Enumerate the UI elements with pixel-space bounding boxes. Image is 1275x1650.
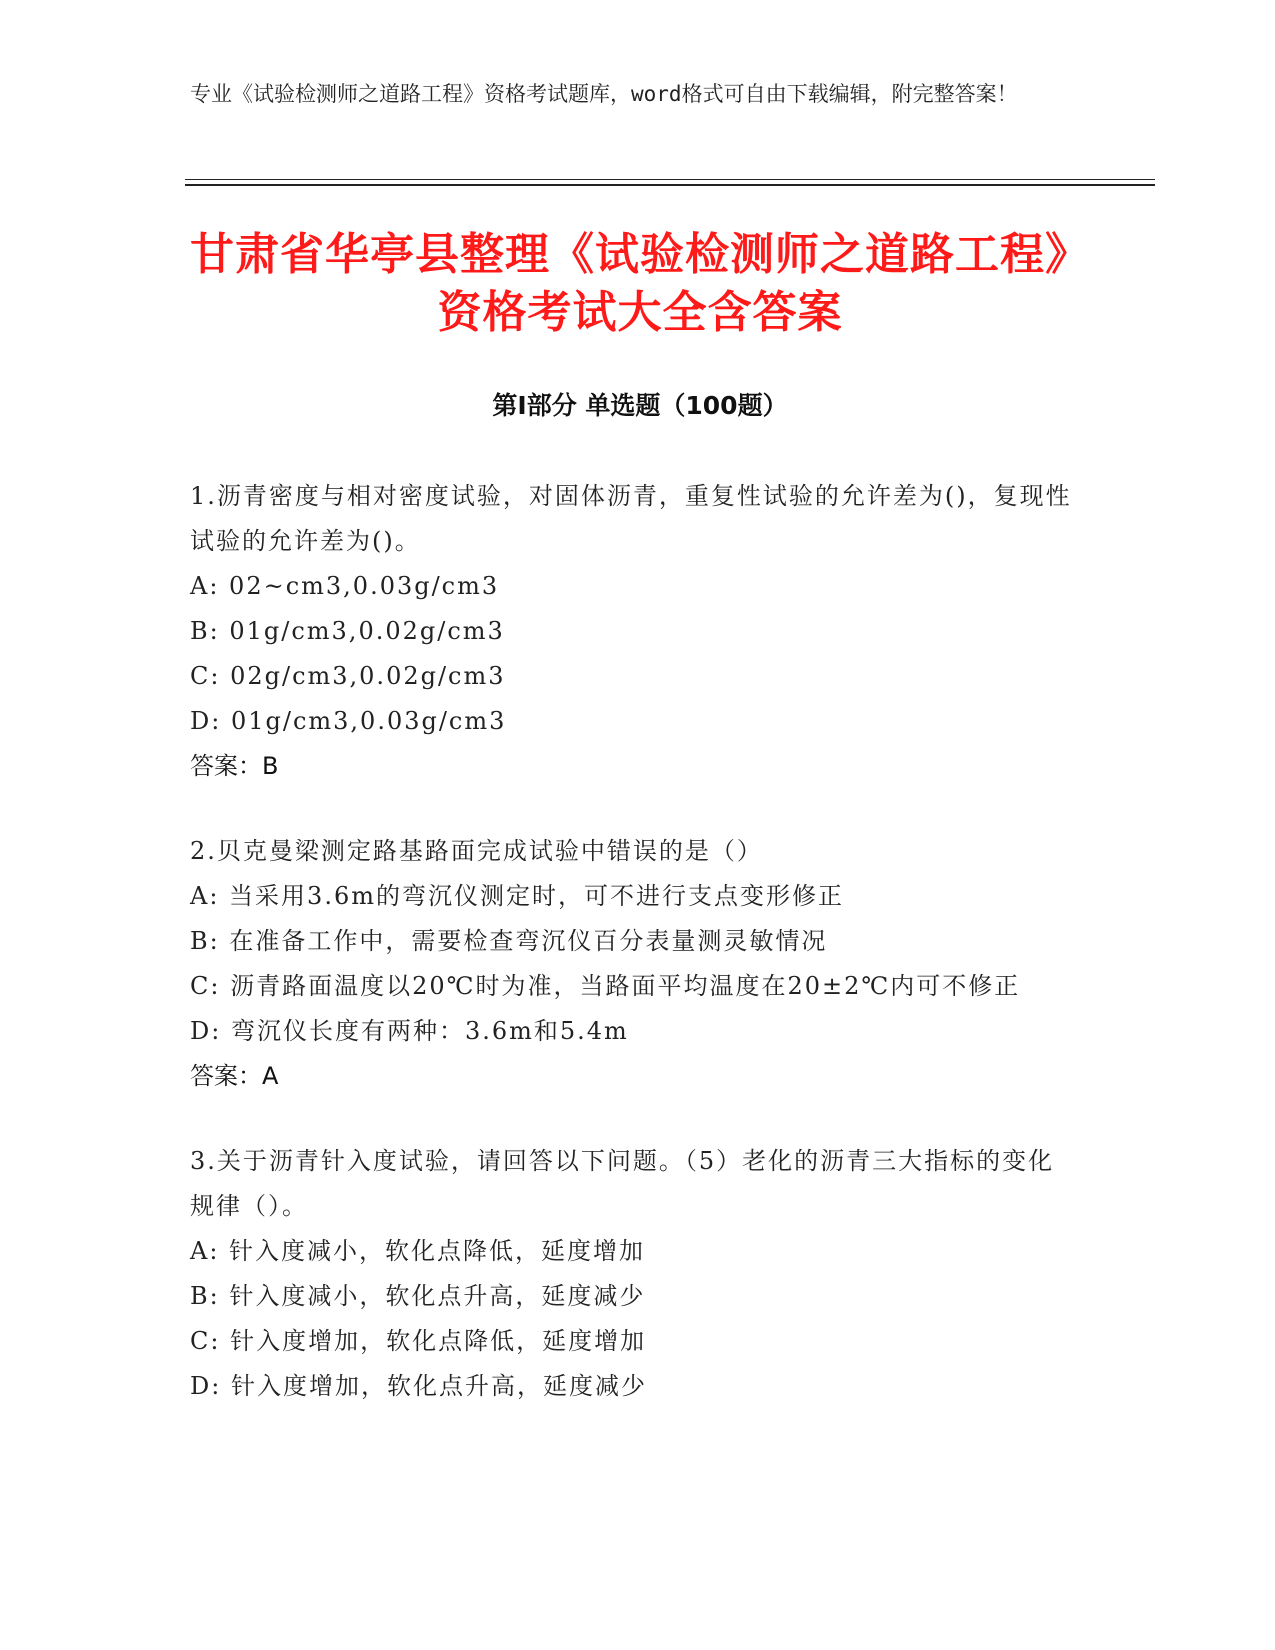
answer-line: 答案：B [190,752,279,780]
section-title: 第I部分 单选题（100题） [492,391,788,420]
question-3 [190,1139,1080,1409]
question-1 [190,474,1080,789]
header-rule-thin [185,179,1155,180]
option-a: A: 当采用3.6m的弯沉仪测定时，可不进行支点变形修正 [190,882,844,910]
document-title: 甘肃省华亭县整理《试验检测师之道路工程》资格考试大全含答案 [190,229,1090,338]
question-stem: 3.关于沥青针入度试验，请回答以下问题。（5）老化的沥青三大指标的变化规律（）。 [190,1147,1055,1220]
header-note: 专业《试验检测师之道路工程》资格考试题库，word格式可自由下载编辑，附完整答案！ [190,82,1018,106]
question-2 [190,829,1080,1099]
option-b: B: 针入度减小，软化点升高，延度减少 [190,1282,646,1310]
option-a: A: 针入度减小，软化点降低，延度增加 [190,1237,646,1265]
option-c: C: 沥青路面温度以20℃时为准，当路面平均温度在20±2℃内可不修正 [190,972,1021,1000]
question-stem: 2.贝克曼梁测定路基路面完成试验中错误的是（） [190,837,763,865]
option-d: D: 01g/cm3,0.03g/cm3 [190,707,507,735]
question-stem: 1.沥青密度与相对密度试验，对固体沥青，重复性试验的允许差为()，复现性试验的允许差为()。 [190,482,1072,555]
option-c: C: 02g/cm3,0.02g/cm3 [190,662,506,690]
option-b: B: 在准备工作中，需要检查弯沉仪百分表量测灵敏情况 [190,927,828,955]
option-c: C: 针入度增加，软化点降低，延度增加 [190,1327,647,1355]
answer-line: 答案：A [190,1062,279,1090]
question-list [190,474,1080,1449]
option-d: D: 针入度增加，软化点升高，延度减少 [190,1372,647,1400]
option-d: D: 弯沉仪长度有两种：3.6m和5.4m [190,1017,629,1045]
header-rule-thick [185,184,1155,186]
option-b: B: 01g/cm3,0.02g/cm3 [190,617,505,645]
option-a: A: 02~cm3,0.03g/cm3 [190,572,500,600]
